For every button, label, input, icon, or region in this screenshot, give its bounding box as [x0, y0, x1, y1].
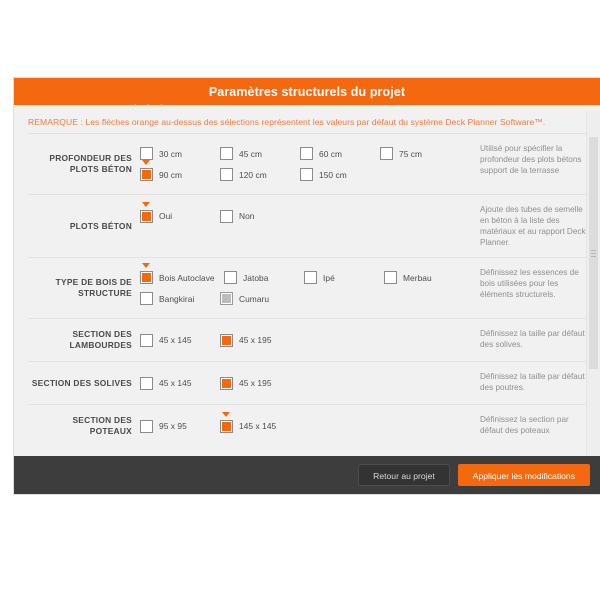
- dialog-title-bar: [14, 78, 600, 105]
- checkbox-option[interactable]: [300, 147, 380, 160]
- structural-settings-dialog: [14, 78, 600, 494]
- settings-row: [28, 362, 590, 405]
- settings-row-options: [140, 267, 472, 309]
- checkbox-option-label: 150 cm: [319, 169, 347, 180]
- checkbox-option-label: Jatoba: [243, 272, 269, 283]
- remark-note: REMARQUE : Les flèches orange au-dessus des sélections représentent les valeurs par défaut du système Deck Planner Software™.: [28, 117, 546, 127]
- settings-row-label: SECTION DES LAMBOURDES: [69, 329, 132, 350]
- settings-row-options: [140, 204, 472, 228]
- checkbox-icon[interactable]: [220, 147, 233, 160]
- checkbox-option[interactable]: [224, 271, 304, 284]
- checkbox-option[interactable]: [140, 334, 220, 347]
- default-value-arrow-icon: [142, 160, 150, 165]
- settings-row-label: SECTION DES POTEAUX: [72, 415, 132, 436]
- clipped-ghost-text: . . .: [134, 97, 167, 107]
- settings-rows: [28, 133, 590, 447]
- checkbox-option[interactable]: [220, 210, 300, 223]
- checkbox-option-label: 75 cm: [399, 148, 423, 159]
- checkbox-icon[interactable]: [384, 271, 397, 284]
- scrollbar-grip-line: [591, 253, 596, 254]
- checkbox-option-label: Bangkirai: [159, 293, 195, 304]
- checkbox-icon[interactable]: [140, 271, 153, 284]
- checkbox-option-label: 30 cm: [159, 148, 183, 159]
- checkbox-option[interactable]: [140, 377, 220, 390]
- settings-row-label: TYPE DE BOIS DE STRUCTURE: [55, 277, 132, 298]
- settings-row-description: Définissez la taille par défaut des poutres.: [480, 372, 585, 392]
- default-value-arrow-icon: [222, 412, 230, 417]
- settings-row-label: PLOTS BÉTON: [69, 220, 132, 231]
- checkbox-option-label: 45 x 195: [239, 378, 272, 388]
- settings-row-description: Définissez la section par défaut des poteaux: [480, 415, 569, 435]
- checkbox-option[interactable]: [140, 168, 220, 181]
- checkbox-option-label: Cumaru: [239, 293, 270, 304]
- settings-row-description: Ajoute des tubes de semelle en béton à la liste des matériaux et au rapport Deck Planner.: [480, 205, 586, 247]
- checkbox-icon[interactable]: [220, 292, 233, 305]
- checkbox-fill: [142, 273, 151, 282]
- checkbox-option-label: 45 x 145: [159, 378, 192, 388]
- checkbox-option[interactable]: [380, 147, 460, 160]
- checkbox-icon[interactable]: [140, 147, 153, 160]
- checkbox-icon[interactable]: [140, 210, 153, 223]
- checkbox-option[interactable]: [220, 420, 300, 433]
- checkbox-option[interactable]: [140, 147, 220, 160]
- checkbox-option-label: Bois Autoclave: [159, 272, 215, 283]
- checkbox-option[interactable]: [220, 168, 300, 181]
- checkbox-option-label: Ipé: [323, 272, 335, 283]
- checkbox-option-label: 95 x 95: [159, 421, 187, 431]
- settings-row-options: [140, 371, 472, 395]
- scrollbar-grip-line: [591, 250, 596, 251]
- checkbox-icon[interactable]: [380, 147, 393, 160]
- checkbox-option-label: 60 cm: [319, 148, 343, 159]
- checkbox-option-label: 45 x 145: [159, 335, 192, 345]
- checkbox-option[interactable]: [300, 168, 380, 181]
- default-value-arrow-icon: [142, 202, 150, 207]
- checkbox-option[interactable]: [220, 377, 300, 390]
- checkbox-fill: [222, 336, 231, 345]
- checkbox-icon[interactable]: [300, 168, 313, 181]
- checkbox-option[interactable]: [140, 420, 220, 433]
- settings-row-options: [140, 143, 472, 185]
- checkbox-fill: [142, 212, 151, 221]
- checkbox-fill: [222, 379, 231, 388]
- checkbox-fill: [222, 422, 231, 431]
- vertical-scrollbar[interactable]: [586, 111, 600, 456]
- settings-row: [28, 405, 590, 447]
- settings-scroll-area[interactable]: [14, 111, 600, 456]
- scrollbar-grip-line: [591, 256, 596, 257]
- checkbox-option-label: 145 x 145: [239, 421, 277, 431]
- dialog-footer: [14, 456, 600, 494]
- checkbox-option[interactable]: [384, 271, 464, 284]
- checkbox-icon[interactable]: [224, 271, 237, 284]
- settings-row-label: PROFONDEUR DES PLOTS BÉTON: [49, 153, 132, 174]
- checkbox-icon[interactable]: [140, 168, 153, 181]
- default-value-arrow-icon: [142, 263, 150, 268]
- settings-row: [28, 258, 590, 319]
- checkbox-option[interactable]: [220, 292, 300, 305]
- settings-row-description: Utilisé pour spécifier la profondeur des plots bétons support de la terrasse: [480, 144, 582, 175]
- settings-row-label: SECTION DES SOLIVES: [31, 377, 132, 388]
- checkbox-icon[interactable]: [140, 377, 153, 390]
- checkbox-option[interactable]: [140, 210, 220, 223]
- settings-row: [28, 319, 590, 362]
- checkbox-option-label: Oui: [159, 211, 173, 221]
- page-title: Paramètres structurels du projet: [208, 84, 406, 99]
- scrollbar-thumb[interactable]: [589, 137, 598, 369]
- checkbox-icon[interactable]: [220, 210, 233, 223]
- checkbox-icon[interactable]: [220, 420, 233, 433]
- checkbox-option[interactable]: [220, 147, 300, 160]
- checkbox-option-label: Merbau: [403, 272, 432, 283]
- settings-row-options: [140, 414, 472, 438]
- settings-row: [28, 195, 590, 258]
- checkbox-icon[interactable]: [140, 292, 153, 305]
- checkbox-option-label: 120 cm: [239, 169, 267, 180]
- checkbox-fill: [142, 170, 151, 179]
- settings-row-description: Définissez la taille par défaut des solives.: [480, 329, 585, 349]
- checkbox-icon[interactable]: [300, 147, 313, 160]
- checkbox-option[interactable]: [140, 292, 220, 305]
- checkbox-icon[interactable]: [140, 334, 153, 347]
- checkbox-fill: [222, 294, 231, 303]
- settings-row: [28, 134, 590, 195]
- checkbox-option-label: 45 x 195: [239, 335, 272, 345]
- checkbox-option[interactable]: [304, 271, 384, 284]
- settings-row-options: [140, 328, 472, 352]
- settings-row-description: Définissez les essences de bois utilisées pour les éléments structurels.: [480, 268, 579, 299]
- checkbox-icon[interactable]: [220, 334, 233, 347]
- checkbox-option-label: 45 cm: [239, 148, 263, 159]
- checkbox-option-label: 90 cm: [159, 169, 183, 180]
- checkbox-option-label: Non: [239, 211, 255, 221]
- back-to-project-button[interactable]: Retour au projet: [358, 464, 450, 486]
- apply-changes-button[interactable]: Appliquer les modifications: [458, 464, 590, 486]
- checkbox-icon[interactable]: [220, 168, 233, 181]
- checkbox-icon[interactable]: [140, 420, 153, 433]
- checkbox-option[interactable]: [140, 271, 224, 284]
- checkbox-option[interactable]: [220, 334, 300, 347]
- checkbox-icon[interactable]: [220, 377, 233, 390]
- checkbox-icon[interactable]: [304, 271, 317, 284]
